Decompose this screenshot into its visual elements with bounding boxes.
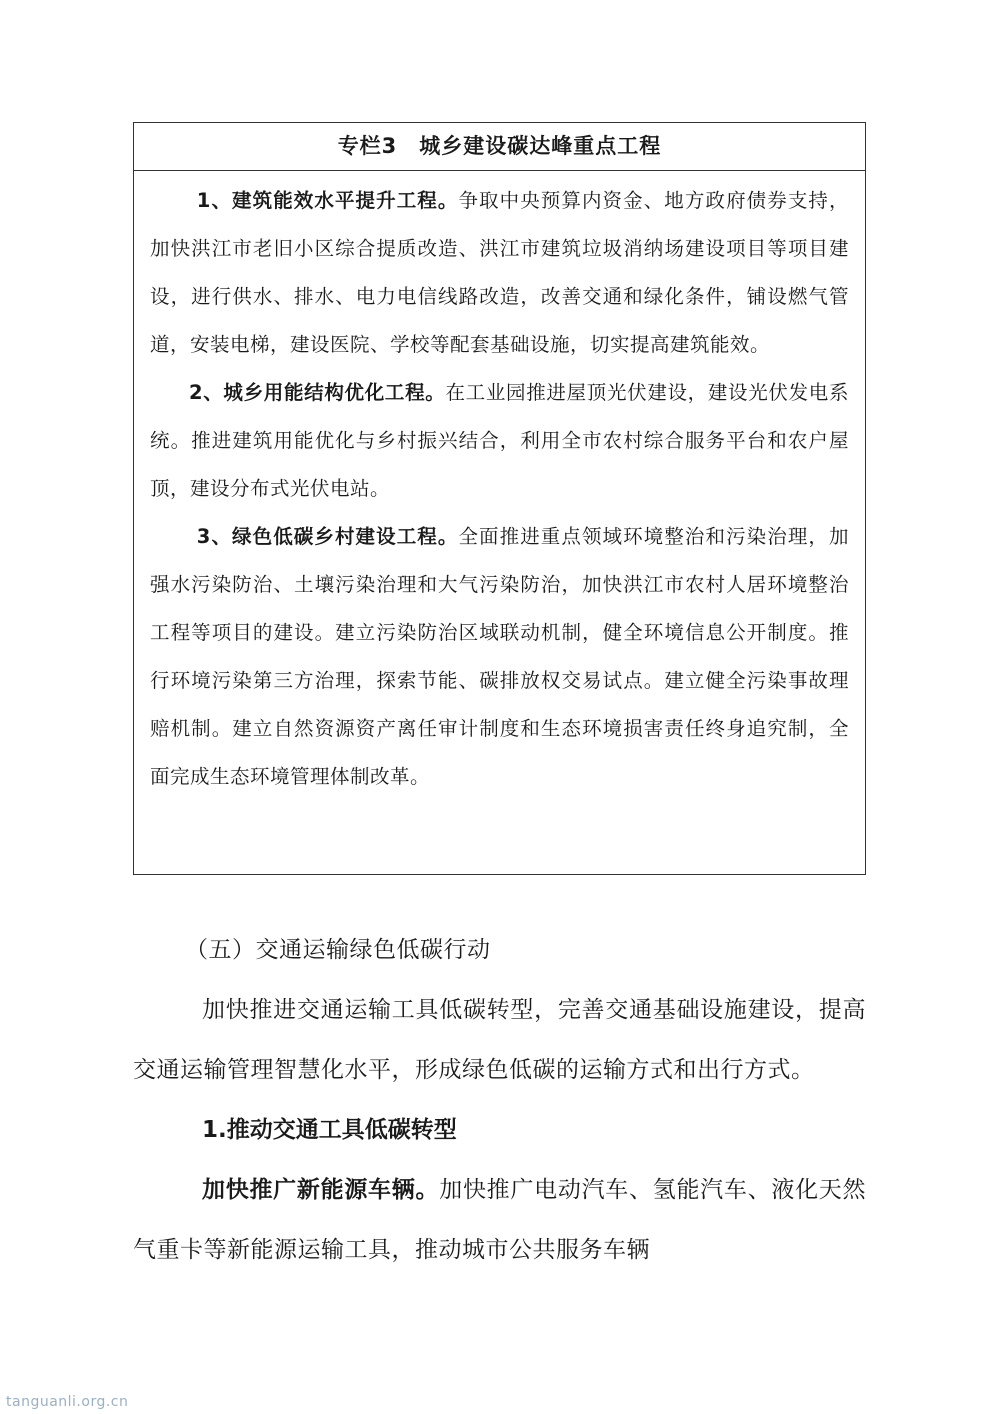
feature-item-2 [150, 369, 849, 513]
feature-item-3-text: 全面推进重点领域环境整治和污染治理，加强水污染防治、土壤污染治理和大气污染防治，加快洪江市农村人居环境整治工程等项目的建设。建立污染防治区域联动机制，健全环境信息公开制度。推行环境污染第三方治理，探索节能、碳排放权交易试点。建立健全污染事故理赔机制。建立自然资源资产离任审计制度和生态环境损害责任终身追究制，全面完成生态环境管理体制改革。 [150, 525, 849, 788]
feature-item-1 [150, 177, 849, 369]
feature-box-body [134, 171, 865, 801]
watermark: tanguanli.org.cn [6, 1394, 129, 1410]
feature-item-1-heading: 1、建筑能效水平提升工程。 [196, 189, 459, 212]
feature-box [133, 122, 866, 875]
body-paragraph [133, 1160, 866, 1280]
feature-item-2-text: 在工业园推进屋顶光伏建设，建设光伏发电系统。推进建筑用能优化与乡村振兴结合，利用全市农村综合服务平台和农户屋顶，建设分布式光伏电站。 [150, 381, 849, 500]
main-content [133, 920, 866, 1280]
feature-item-3-heading: 3、绿色低碳乡村建设工程。 [196, 525, 459, 548]
section-title: （五）交通运输绿色低碳行动 [185, 937, 491, 963]
intro-paragraph: 加快推进交通运输工具低碳转型，完善交通基础设施建设，提高交通运输管理智慧化水平，形成绿色低碳的运输方式和出行方式。 [133, 997, 866, 1083]
feature-item-1-text: 争取中央预算内资金、地方政府债券支持，加快洪江市老旧小区综合提质改造、洪江市建筑垃圾消纳场建设项目等项目建设，进行供水、排水、电力电信线路改造，改善交通和绿化条件，铺设燃气管道，安装电梯，建设医院、学校等配套基础设施，切实提高建筑能效。 [150, 189, 849, 356]
paragraph-heading: 加快推广新能源车辆。 [202, 1177, 440, 1203]
subsection-title: 1.推动交通工具低碳转型 [202, 1117, 457, 1143]
feature-box-title: 专栏3 城乡建设碳达峰重点工程 [134, 123, 865, 171]
feature-item-3 [150, 513, 849, 801]
paragraph-text: 加快推广电动汽车、氢能汽车、液化天然气重卡等新能源运输工具，推动城市公共服务车辆 [133, 1177, 867, 1263]
feature-item-2-heading: 2、城乡用能结构优化工程。 [189, 381, 446, 404]
